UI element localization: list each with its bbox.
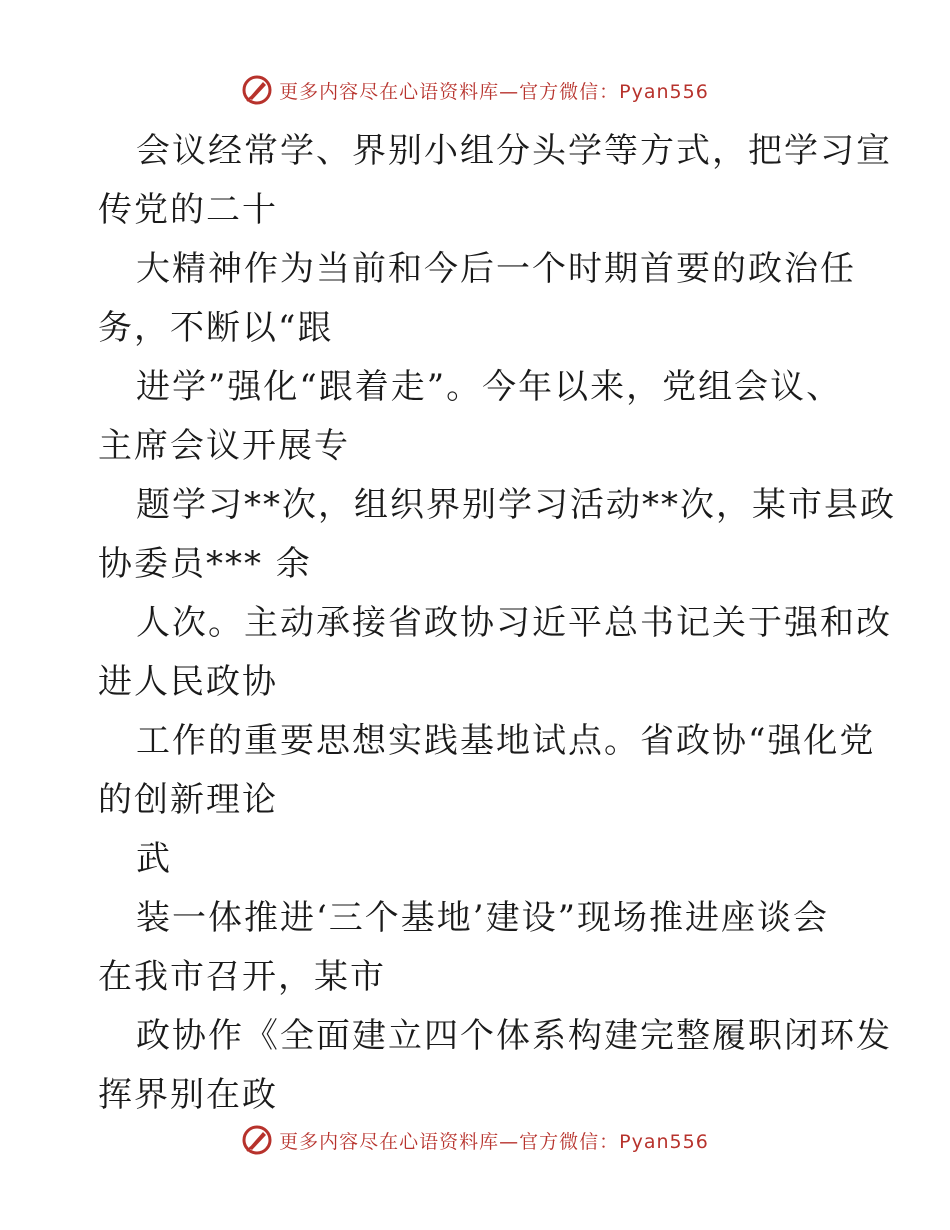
footer-watermark bbox=[0, 1120, 950, 1160]
quill-logo-icon bbox=[241, 74, 273, 106]
text-line: 题学习**次，组织界别学习活动**次，某市县政 bbox=[136, 485, 896, 525]
text-line: 武 bbox=[136, 839, 172, 879]
quill-logo-icon bbox=[241, 1124, 273, 1156]
watermark-text: 更多内容尽在心语资料库—官方微信：Pyan556 bbox=[279, 1130, 709, 1153]
text-line: 会议经常学、界别小组分头学等方式，把学习宣 bbox=[136, 131, 892, 171]
header-watermark bbox=[0, 70, 950, 110]
text-line: 工作的重要思想实践基地试点。省政协“强化党 bbox=[136, 721, 876, 761]
text-line: 进学”强化“跟着走”。今年以来，党组会议、 bbox=[136, 367, 843, 407]
document-body bbox=[98, 122, 896, 1125]
text-line: 主席会议开展专 bbox=[98, 426, 350, 466]
text-line: 挥界别在政 bbox=[98, 1075, 278, 1115]
text-line: 装一体推进‘三个基地’建设”现场推进座谈会 bbox=[136, 898, 829, 938]
text-line: 在我市召开，某市 bbox=[98, 957, 386, 997]
text-line: 务，不断以“跟 bbox=[98, 308, 334, 348]
text-line: 政协作《全面建立四个体系构建完整履职闭环发 bbox=[136, 1016, 892, 1056]
text-line: 进人民政协 bbox=[98, 662, 278, 702]
text-line: 人次。主动承接省政协习近平总书记关于强和改 bbox=[136, 603, 892, 643]
text-line: 传党的二十 bbox=[98, 190, 278, 230]
text-line: 的创新理论 bbox=[98, 780, 278, 820]
text-line: 大精神作为当前和今后一个时期首要的政治任 bbox=[136, 249, 856, 289]
watermark-text: 更多内容尽在心语资料库—官方微信：Pyan556 bbox=[279, 80, 709, 103]
text-line: 协委员*** 余 bbox=[98, 544, 312, 584]
